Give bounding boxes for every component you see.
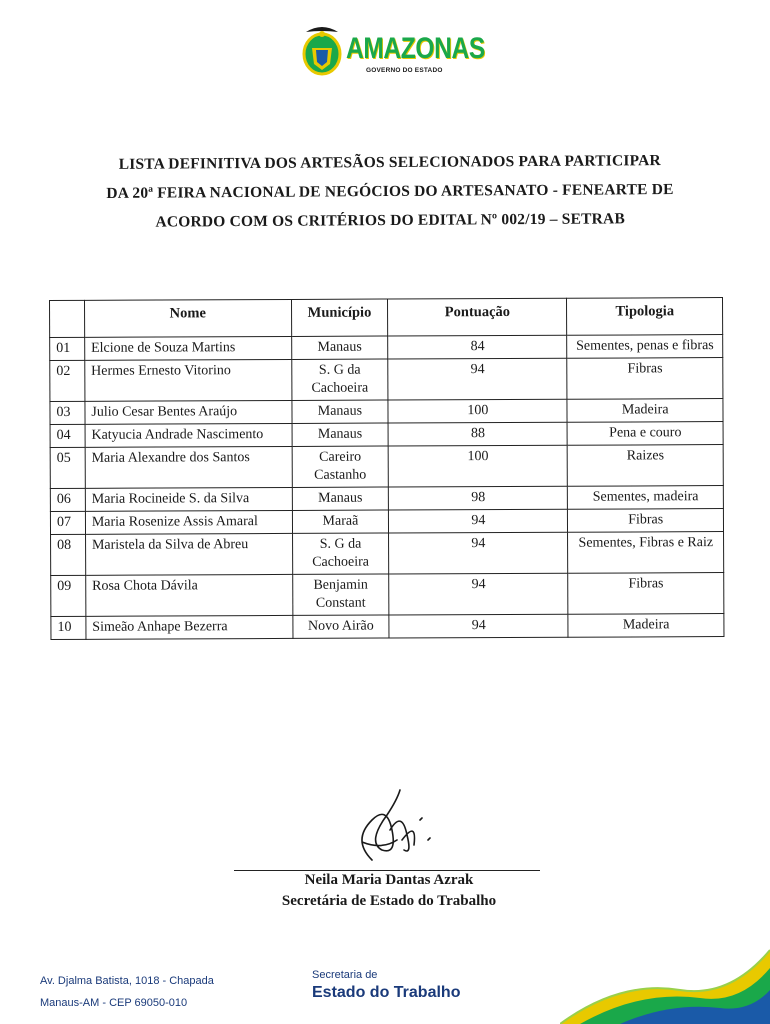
municipio: Manaus: [291, 336, 388, 359]
row-number: 06: [50, 488, 85, 511]
row-number: 08: [51, 534, 86, 575]
pontuacao: 94: [389, 614, 568, 638]
municipio: Benjamin Constant: [292, 574, 389, 615]
secretaria-name: Estado do Trabalho: [312, 984, 461, 1001]
municipio: Manaus: [292, 487, 389, 510]
tipologia: Pena e couro: [567, 422, 723, 446]
municipio: Maraã: [292, 510, 389, 533]
amazonas-logo: [300, 22, 485, 82]
artisan-name: Katyucia Andrade Nascimento: [85, 423, 292, 447]
signature-block: [230, 780, 550, 920]
title-line: DA 20ª FEIRA NACIONAL DE NEGÓCIOS DO ARTESANATO - FENEARTE DE: [106, 181, 674, 202]
municipio: S. G da Cachoeira: [292, 533, 389, 574]
pontuacao: 98: [389, 486, 568, 510]
artisan-name: Maria Rosenize Assis Amaral: [85, 510, 292, 534]
pontuacao: 94: [389, 532, 568, 574]
signatory-name: Neila Maria Dantas Azrak: [304, 872, 474, 888]
row-number: 01: [50, 337, 85, 360]
table-row: [50, 445, 723, 489]
header-number: [50, 300, 85, 337]
logo-subtitle: GOVERNO DO ESTADO: [366, 67, 443, 74]
artisan-name: Hermes Ernesto Vitorino: [85, 359, 292, 401]
coat-of-arms-icon: [300, 22, 344, 78]
document-title: [40, 146, 741, 238]
row-number: 04: [50, 424, 85, 447]
pontuacao: 100: [388, 445, 567, 487]
artisan-name: Maria Rocineide S. da Silva: [85, 487, 292, 511]
municipio: Careiro Castanho: [292, 446, 389, 487]
logo-wordmark: AMAZONAS: [346, 32, 485, 65]
table-row: [50, 422, 723, 448]
row-number: 10: [51, 616, 86, 639]
municipio: S. G da Cachoeira: [291, 359, 388, 400]
pontuacao: 94: [388, 358, 567, 400]
tipologia: Raizes: [568, 445, 724, 487]
table-row: [51, 532, 724, 576]
header-name: Nome: [84, 299, 291, 337]
footer-wave-graphic: [560, 940, 770, 1024]
tipologia: Sementes, penas e fibras: [567, 335, 723, 359]
table-row: [50, 358, 723, 402]
artisan-name: Maria Alexandre dos Santos: [85, 446, 292, 488]
table-row: [50, 399, 723, 425]
municipio: Manaus: [292, 400, 389, 423]
address-line: Manaus-AM - CEP 69050-010: [40, 997, 188, 1009]
footer-secretaria: [312, 968, 460, 1004]
signature-line: [234, 870, 540, 871]
tipologia: Sementes, Fibras e Raiz: [568, 532, 724, 574]
artisan-name: Julio Cesar Bentes Araújo: [85, 400, 292, 424]
pontuacao: 84: [388, 335, 567, 359]
tipologia: Madeira: [568, 614, 724, 638]
row-number: 07: [50, 511, 85, 534]
artisans-table: [49, 297, 724, 640]
artisan-name: Elcione de Souza Martins: [85, 336, 292, 360]
pontuacao: 94: [389, 573, 568, 615]
header-pontuacao: Pontuação: [388, 298, 567, 336]
row-number: 09: [51, 575, 86, 616]
artisan-name: Simeão Anhape Bezerra: [86, 615, 293, 639]
table-row: [50, 335, 723, 361]
artisan-name: Rosa Chota Dávila: [86, 574, 293, 616]
artisan-name: Maristela da Silva de Abreu: [85, 533, 292, 575]
title-line: ACORDO COM OS CRITÉRIOS DO EDITAL Nº 002/19 – SETRAB: [155, 210, 626, 231]
municipio: Novo Airão: [292, 615, 389, 638]
tipologia: Fibras: [567, 358, 723, 400]
table-row: [51, 614, 724, 640]
table-row: [51, 573, 724, 617]
title-line: LISTA DEFINITIVA DOS ARTESÃOS SELECIONADOS PARA PARTICIPAR: [118, 152, 661, 173]
handwritten-signature: [342, 780, 442, 880]
tipologia: Madeira: [567, 399, 723, 423]
pontuacao: 88: [388, 422, 567, 446]
footer-address: [40, 970, 214, 1014]
pontuacao: 100: [388, 399, 567, 423]
header-municipio: Município: [291, 299, 388, 336]
secretaria-label: Secretaria de: [312, 969, 378, 981]
table-header-row: [50, 298, 723, 338]
table-row: [50, 486, 723, 512]
tipologia: Fibras: [568, 509, 724, 533]
header-tipologia: Tipologia: [567, 298, 723, 336]
tipologia: Sementes, madeira: [568, 486, 724, 510]
tipologia: Fibras: [568, 573, 724, 615]
row-number: 03: [50, 401, 85, 424]
municipio: Manaus: [292, 423, 389, 446]
table-row: [50, 509, 723, 535]
signatory-role: Secretária de Estado do Trabalho: [281, 893, 497, 909]
address-line: Av. Djalma Batista, 1018 - Chapada: [40, 975, 214, 987]
row-number: 02: [50, 360, 85, 401]
pontuacao: 94: [389, 509, 568, 533]
row-number: 05: [50, 447, 85, 488]
